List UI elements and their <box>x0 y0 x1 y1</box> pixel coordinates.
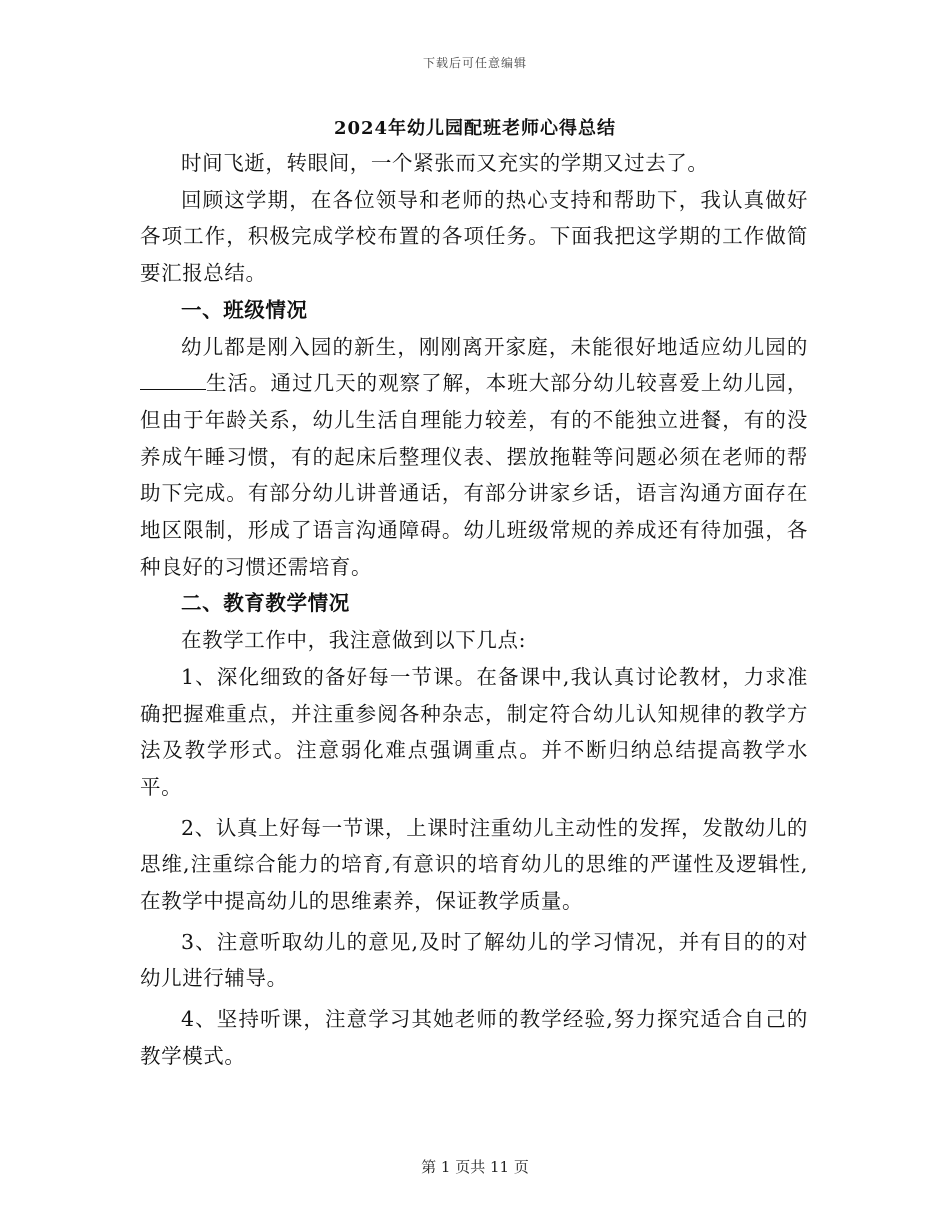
section-heading-class: 一、班级情况 <box>181 297 308 322</box>
paragraph-point-3: 3、注意听取幼儿的意见,及时了解幼儿的学习情况，并有目的的对幼儿进行辅导。 <box>140 929 808 991</box>
paragraph-point-2: 2、认真上好每一节课，上课时注重幼儿主动性的发挥，发散幼儿的思维,注重综合能力的培育,有意识的培育幼儿的思维的严谨性及逻辑性,在教学中提高幼儿的思维素养，保证教学质量。 <box>140 815 808 914</box>
document-body <box>140 145 808 1075</box>
fill-in-blank <box>140 369 206 391</box>
page-footer: 第 1 页共 11 页 <box>421 1158 529 1176</box>
header-note: 下载后可任意编辑 <box>422 56 527 70</box>
paragraph-point-4: 4、坚持听课，注意学习其她老师的教学经验,努力探究适合自己的教学模式。 <box>140 1007 808 1068</box>
paragraph-class-situation <box>140 329 808 586</box>
paragraph-review: 回顾这学期，在各位领导和老师的热心支持和帮助下，我认真做好各项工作，积极完成学校布置的各项任务。下面我把这学期的工作做简要汇报总结。 <box>140 187 808 286</box>
paragraph-intro: 时间飞逝，转眼间，一个紧张而又充实的学期又过去了。 <box>181 151 709 175</box>
section-heading-teaching: 二、教育教学情况 <box>181 591 350 616</box>
document-title: 2024年幼儿园配班老师心得总结 <box>333 118 617 139</box>
paragraph-class-situation-part2: 生活。通过几天的观察了解，本班大部分幼儿较喜爱上幼儿园，但由于年龄关系，幼儿生活自理能力较差，有的不能独立进餐，有的没养成午睡习惯，有的起床后整理仪表、摆放拖鞋等问题必须在老师的帮助下完成。有部分幼儿讲普通话，有部分讲家乡话，语言沟通方面存在地区限制，形成了语言沟通障碍。幼儿班级常规的养成还有待加强，各种良好的习惯还需培育。 <box>140 371 808 579</box>
paragraph-teaching-intro: 在教学工作中，我注意做到以下几点: <box>181 628 527 653</box>
paragraph-class-situation-part1: 幼儿都是刚入园的新生，刚刚离开家庭，未能很好地适应幼儿园的 <box>181 334 808 359</box>
paragraph-point-1: 1、深化细致的备好每一节课。在备课中,我认真讨论教材，力求准确把握难重点，并注重参阅各种杂志，制定符合幼儿认知规律的教学方法及教学形式。注意弱化难点强调重点。并不断归纳总结提高教学水平。 <box>140 664 808 799</box>
